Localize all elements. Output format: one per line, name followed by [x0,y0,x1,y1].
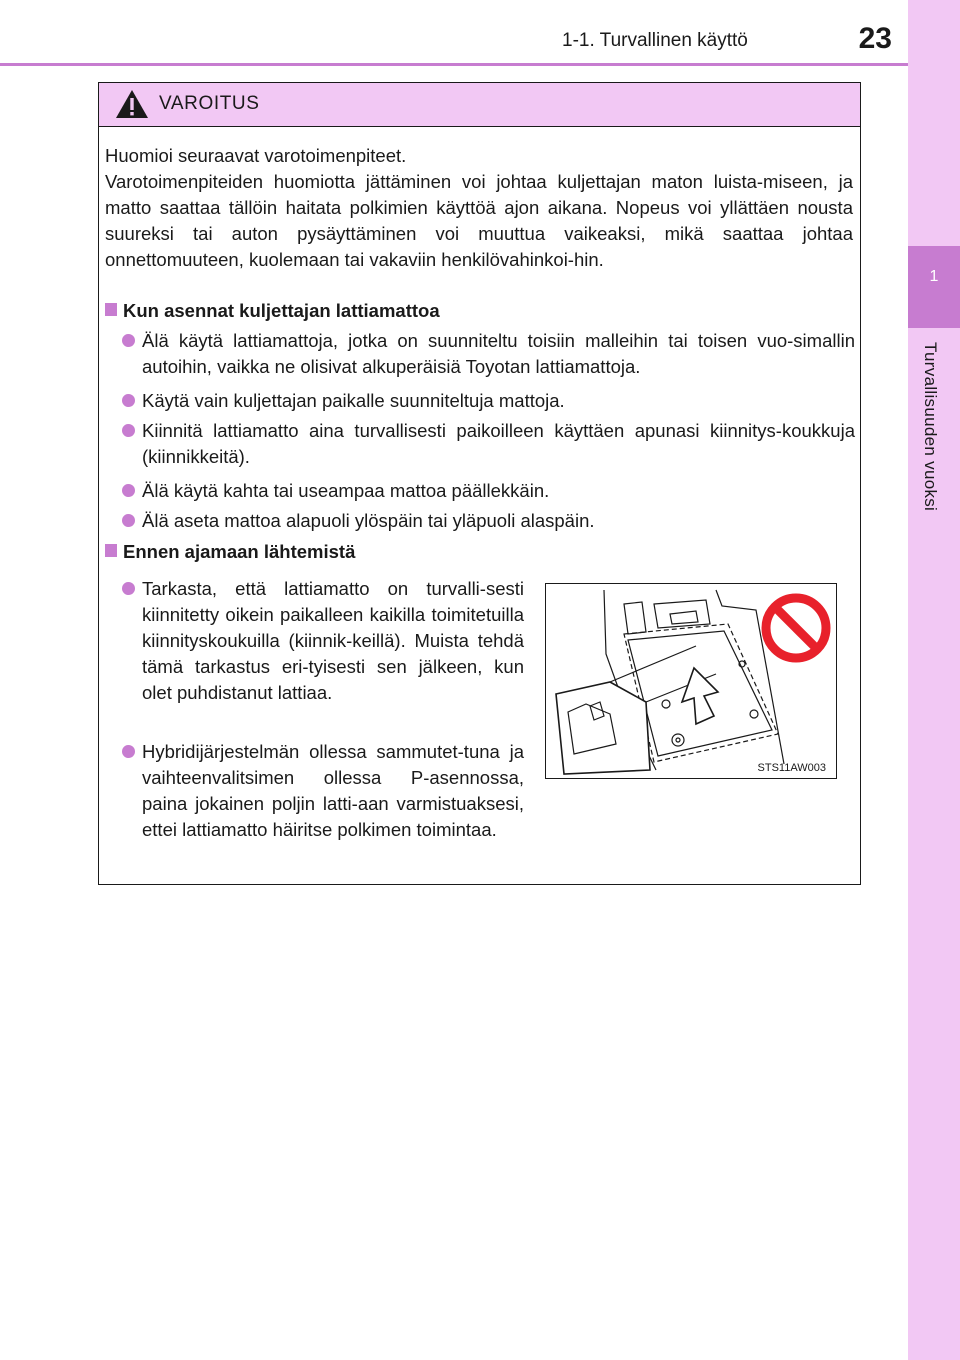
bullet-dot-icon [122,514,135,527]
header-divider [0,63,908,66]
list-item: Älä aseta mattoa alapuoli ylöspäin tai yläpuoli alaspäin. [122,508,855,534]
chapter-number-box [908,246,960,328]
chapter-title: Turvallisuuden vuoksi [921,342,940,512]
bullet-dot-icon [122,745,135,758]
chapter-side-tab [908,0,960,1360]
warning-box [98,82,861,885]
section-heading-before-driving: Ennen ajamaan lähtemistä [105,541,355,563]
list-item: Kiinnitä lattiamatto aina turvallisesti paikoilleen käyttäen apunasi kiinnitys-koukkuja (kiinnikkeitä). [122,418,855,470]
warning-header [99,83,860,127]
bullet-dot-icon [122,484,135,497]
bullet-dot-icon [122,582,135,595]
section-heading-installing: Kun asennat kuljettajan lattiamattoa [105,300,440,322]
list-item: Älä käytä kahta tai useampaa mattoa päällekkäin. [122,478,855,504]
figure-code: STS11AW003 [757,762,826,774]
floor-mat-diagram [546,584,836,778]
warning-title: VAROITUS [159,93,260,114]
warning-intro-text: Huomioi seuraavat varotoimenpiteet. Varotoimenpiteiden huomiotta jättäminen voi johtaa kuljettajan maton luista-miseen, ja matto saattaa tällöin haitata polkimien käyttöä ajon aikana. Nopeus voi yllättäen nousta suureksi tai auton pysäyttäminen voi muuttua vaikeaksi, mikä saattaa johtaa onnettomuuteen, kuolemaan tai vakaviin henkilövahinkoi-hin. [105,145,853,270]
bullet-dot-icon [122,334,135,347]
square-bullet-icon [105,303,117,316]
list-item: Älä käytä lattiamattoja, jotka on suunniteltu toisiin malleihin tai toisen vuo-simallin autoihin, vaikka ne olisivat alkuperäisiä Toyotan lattiamattoja. [122,328,855,380]
bullet-dot-icon [122,394,135,407]
section-title: 1-1. Turvallinen käyttö [562,30,748,51]
list-item: Hybridijärjestelmän ollessa sammutet-tuna ja vaihteenvalitsimen ollessa P-asennossa, paina jokainen poljin latti-aan varmistuaksesi, ettei lattiamatto häiritse polkimen toimintaa. [122,739,524,843]
warning-triangle-icon [115,88,149,120]
bullet-dot-icon [122,424,135,437]
list-item: Tarkasta, että lattiamatto on turvalli-sesti kiinnitetty oikein paikalleen kaikilla toimitetuilla kiinnityskoukuilla (kiinnik-keillä). Muista tehdä tämä tarkastus eri-tyisesti sen jälkeen, kun olet puhdistanut lattiaa. [122,576,524,706]
floor-mat-illustration [545,583,837,779]
prohibition-icon [766,598,826,658]
chapter-number: 1 [929,268,939,285]
page-number: 23 [858,22,892,55]
square-bullet-icon [105,544,117,557]
list-item: Käytä vain kuljettajan paikalle suunniteltuja mattoja. [122,388,855,414]
